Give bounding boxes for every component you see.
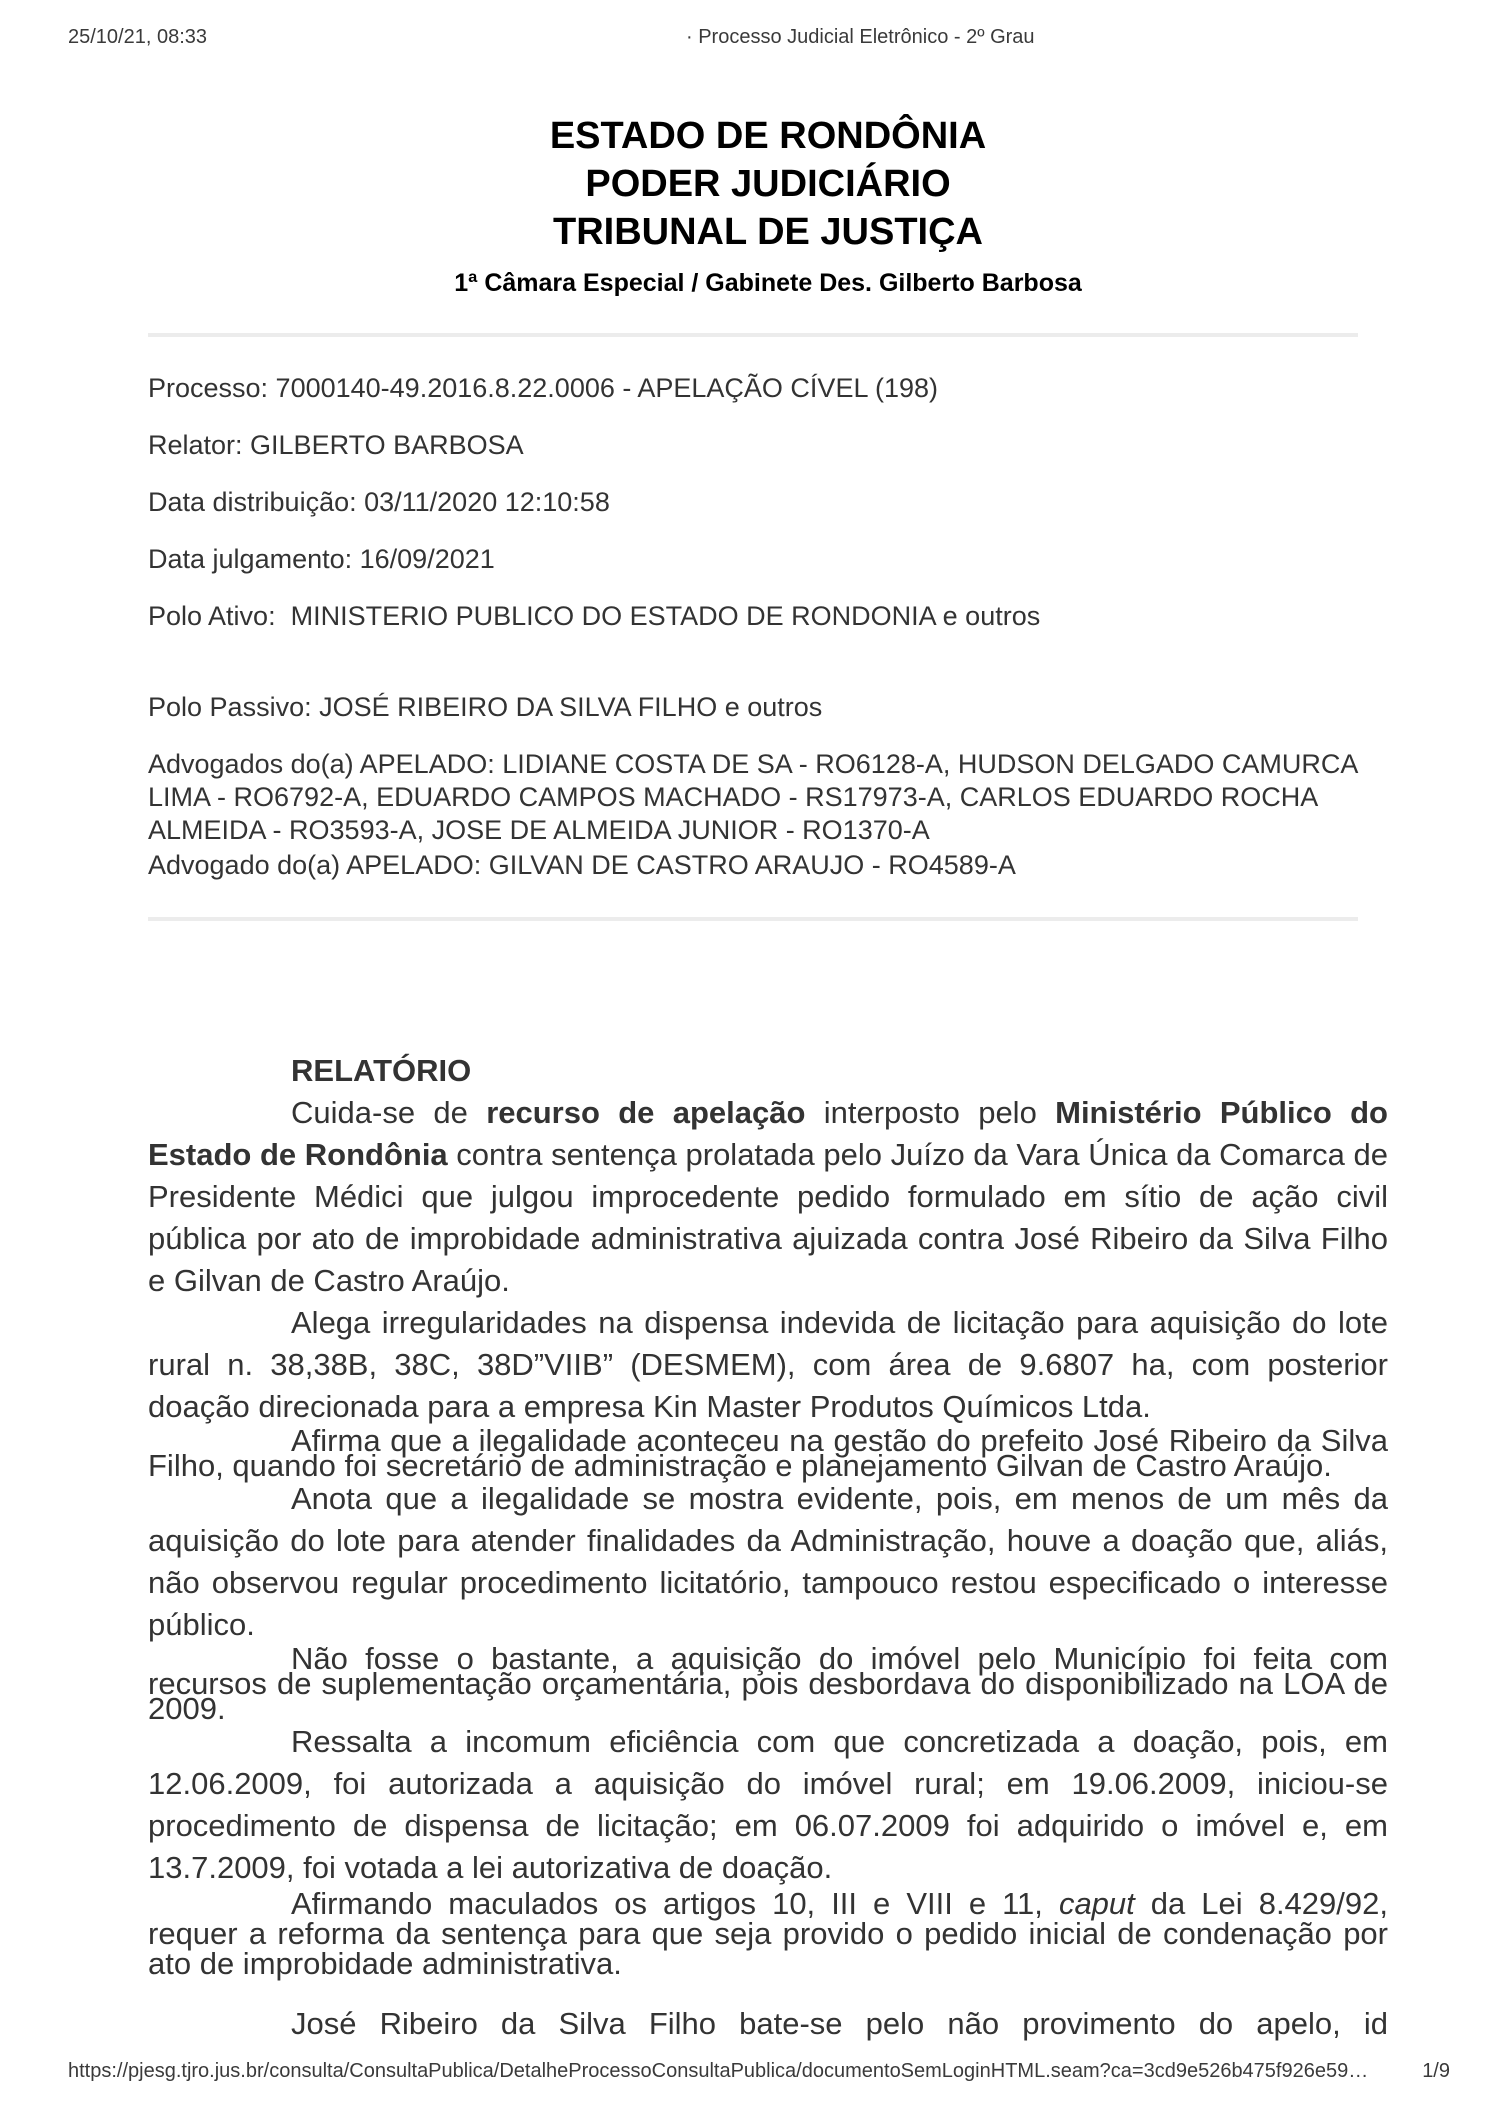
print-timestamp: 25/10/21, 08:33 <box>68 26 208 48</box>
body-text-segment: contra sentença prolatada pelo Juízo da Vara Única da Comarca de Presidente Médici que julgou improcedente pedido formulado em sítio de ação civil pública por ato de improbidade administrativa ajuizada contra José Ribeiro da Silva Filho e Gilvan de Castro Araújo. <box>148 1137 1389 1298</box>
case-info <box>148 372 1393 884</box>
body-text-segment: recurso de apelação <box>486 1095 806 1130</box>
polo-passivo-line: Polo Passivo: JOSÉ RIBEIRO DA SILVA FILHO e outros <box>148 692 823 722</box>
judgment-date-line: Data julgamento: 16/09/2021 <box>148 544 495 574</box>
relatorio-section <box>148 1050 1389 2041</box>
polo-ativo-line: Polo Ativo: MINISTERIO PUBLICO DO ESTADO DE RONDONIA e outros <box>148 601 1041 631</box>
body-text-segment: Alega irregularidades na dispensa indevida de licitação para aquisição do lote rural n. 38,38B, 38C, 38D”VIIB” (DESMEM), com área de 9.6807 ha, com posterior doação direcionada para a empresa Kin Master Produtos Químicos Ltda. <box>148 1305 1388 1424</box>
body-text-segment: Afirma que a ilegalidade aconteceu na gestão do prefeito José Ribeiro da Silva Filho, quando foi secretário de administração e planejamento Gilvan de Castro Araújo. <box>148 1423 1388 1483</box>
clipped-paragraph-box <box>148 2003 1388 2041</box>
body-paragraph <box>148 1423 1388 1483</box>
body-paragraph <box>148 1302 1388 1428</box>
section-divider <box>148 917 1358 921</box>
print-source-title: · Processo Judicial Eletrônico - 2º Grau <box>686 26 1035 48</box>
letterhead <box>148 112 1388 298</box>
body-paragraph <box>148 1641 1388 1726</box>
relatorio-body <box>148 1092 1389 2041</box>
body-paragraph <box>148 1886 1388 1981</box>
body-text-segment: Afirmando maculados os artigos 10, III e VIII e 11, <box>291 1886 1059 1921</box>
body-text-segment: Ministério Público do Estado de Rondônia <box>148 1095 1388 1172</box>
body-paragraph <box>148 1092 1388 1302</box>
source-url: https://pjesg.tjro.jus.br/consulta/ConsultaPublica/DetalheProcessoConsultaPublica/documentoSemLoginHTML.seam?ca=3cd9e526b475f926e59… <box>68 2060 1369 2082</box>
body-paragraph <box>148 1721 1388 1889</box>
distribution-date-line: Data distribuição: 03/11/2020 12:10:58 <box>148 487 610 517</box>
body-text-segment: José Ribeiro da Silva Filho bate-se pelo não provimento do apelo, id <box>291 2006 1388 2041</box>
relatorio-heading <box>148 1050 1388 1092</box>
relatorio-heading-text: RELATÓRIO <box>291 1053 472 1088</box>
case-number-line: Processo: 7000140-49.2016.8.22.0006 - APELAÇÃO CÍVEL (198) <box>148 373 939 403</box>
apelado-lawyers-line: Advogados do(a) APELADO: LIDIANE COSTA DE SA - RO6128-A, HUDSON DELGADO CAMURCA LIMA - RO6792-A, EDUARDO CAMPOS MACHADO - RS17973-A, CARLOS EDUARDO ROCHA ALMEIDA - RO3593-A, JOSE DE ALMEIDA JUNIOR - RO1370-A <box>148 749 1365 845</box>
body-text-segment: Cuida-se de <box>291 1095 487 1130</box>
spacer <box>148 657 1393 667</box>
apelado-lawyer-line: Advogado do(a) APELADO: GILVAN DE CASTRO ARAUJO - RO4589-A <box>148 850 1016 880</box>
body-text-segment: da Lei 8.429/92, requer a reforma da sentença para que seja provido o pedido inicial de condenação por ato de improbidade administrativa. <box>148 1886 1388 1981</box>
body-text-segment: Anota que a ilegalidade se mostra evidente, pois, em menos de um mês da aquisição do lote para atender finalidades da Administração, houve a doação que, aliás, não observou regular procedimento licitatório, tampouco restou especificado o interesse público. <box>148 1481 1388 1642</box>
body-text-segment: caput <box>1058 1886 1135 1921</box>
section-divider <box>148 333 1358 337</box>
page-indicator: 1/9 <box>1422 2060 1450 2082</box>
body-text-segment: Não fosse o bastante, a aquisição do imóvel pelo Município foi feita com recursos de suplementação orçamentária, pois desbordava do disponibilizado na LOA de 2009. <box>148 1641 1388 1726</box>
body-paragraph <box>148 1478 1388 1646</box>
print-header <box>68 26 1432 52</box>
body-paragraph <box>148 2003 1388 2045</box>
letterhead-chamber: 1ª Câmara Especial / Gabinete Des. Gilberto Barbosa <box>454 269 1082 297</box>
body-text-segment: interposto pelo <box>805 1095 1056 1130</box>
letterhead-court: TRIBUNAL DE JUSTIÇA <box>553 211 983 253</box>
body-text-segment: Ressalta a incomum eficiência com que concretizada a doação, pois, em 12.06.2009, foi autorizada a aquisição do imóvel rural; em 19.06.2009, iniciou-se procedimento de dispensa de licitação; em 06.07.2009 foi adquirido o imóvel e, em 13.7.2009, foi votada a lei autorizativa de doação. <box>148 1724 1388 1885</box>
letterhead-branch: PODER JUDICIÁRIO <box>585 163 951 205</box>
print-footer <box>68 2060 1450 2083</box>
relator-line: Relator: GILBERTO BARBOSA <box>148 430 524 460</box>
letterhead-state: ESTADO DE RONDÔNIA <box>549 115 987 157</box>
